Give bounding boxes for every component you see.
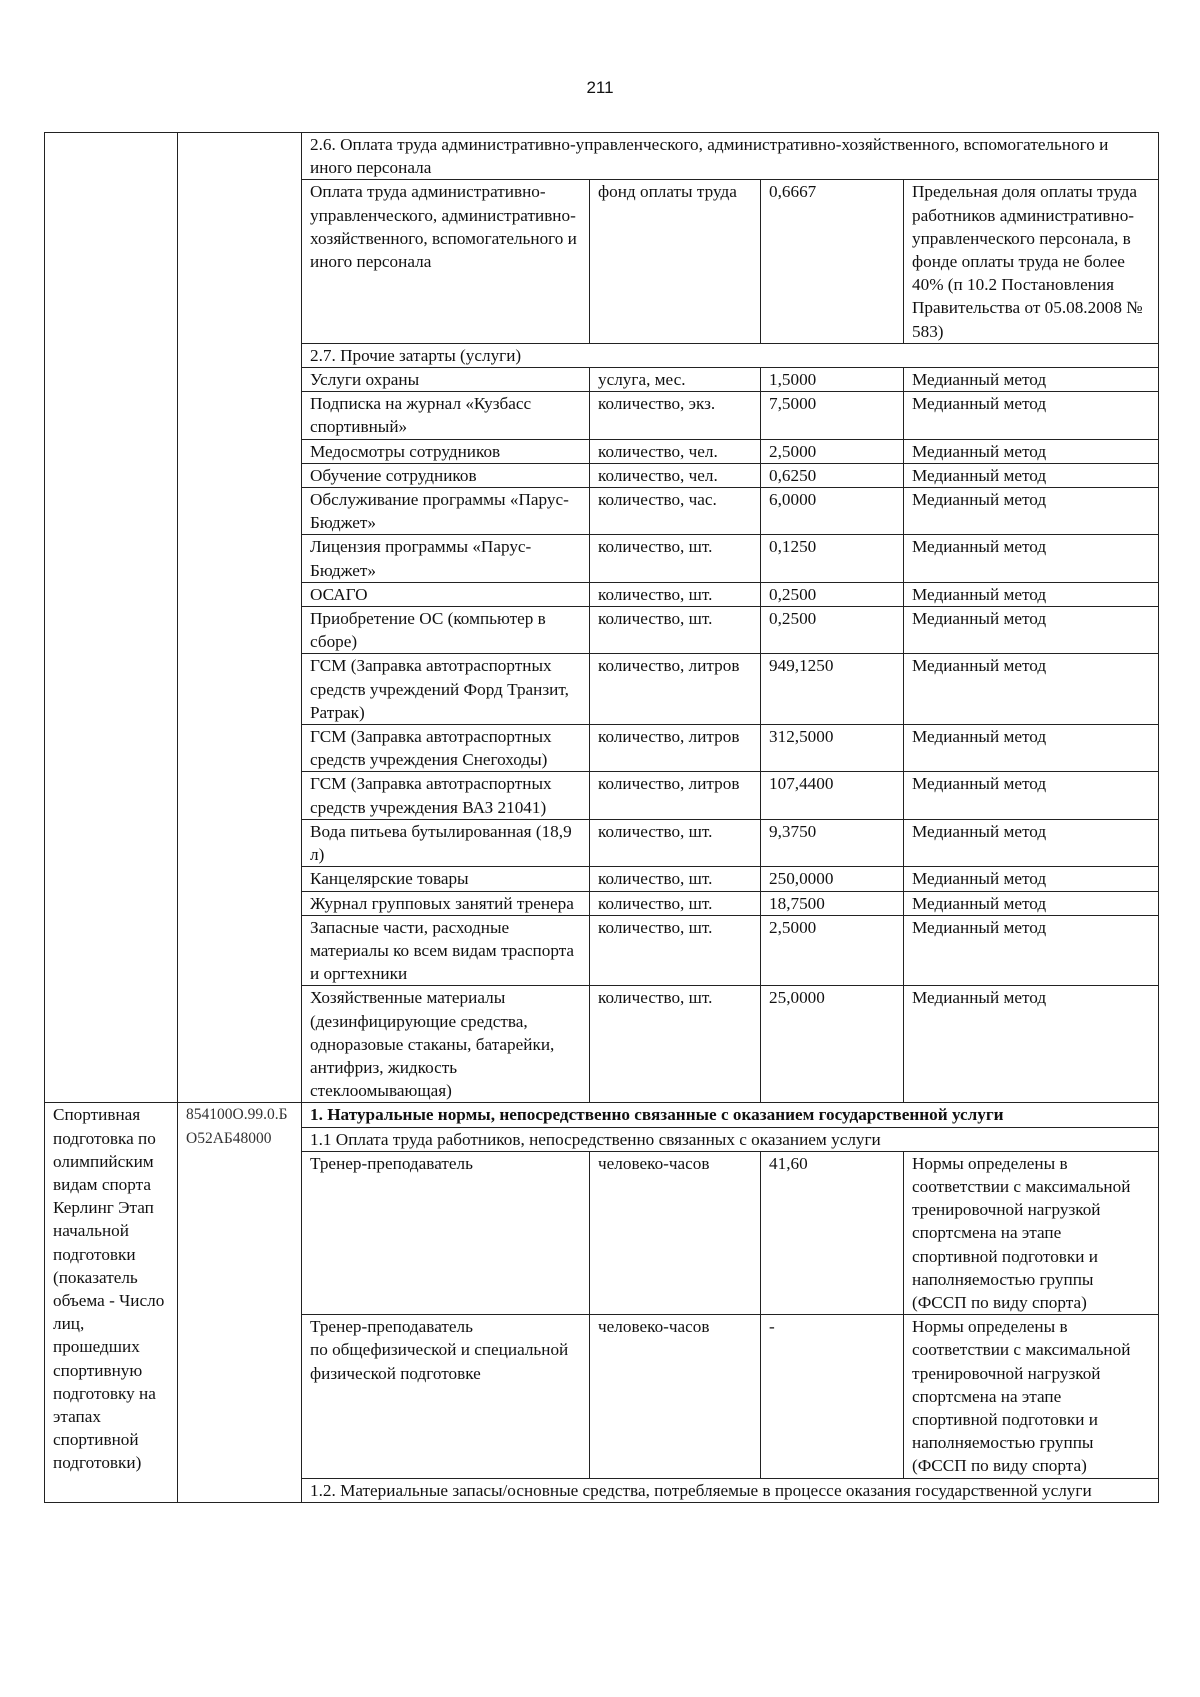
service-code-cell: 854100О.99.0.БО52АБ48000 — [178, 1103, 302, 1502]
row-value: 6,0000 — [761, 488, 904, 535]
row-unit: количество, шт. — [590, 582, 761, 606]
row-note: Нормы определены в соответствии с максимальной тренировочной нагрузкой спортсмена на этапе спортивной подготовки и наполняемостью группы (ФССП по виду спорта) — [904, 1315, 1159, 1478]
row-value: 25,0000 — [761, 986, 904, 1103]
row-value: 312,5000 — [761, 725, 904, 772]
row-note: Медианный метод — [904, 463, 1159, 487]
row-name: ОСАГО — [302, 582, 590, 606]
row-name: Канцелярские товары — [302, 867, 590, 891]
row-note: Медианный метод — [904, 439, 1159, 463]
row-name: Тренер-преподаватель — [302, 1151, 590, 1314]
section-row-1-2-title: 1.2. Материальные запасы/основные средства, потребляемые в процессе оказания государственной услуги — [302, 1478, 1159, 1502]
row-value: 949,1250 — [761, 654, 904, 725]
row-name: Вода питьева бутылированная (18,9 л) — [302, 819, 590, 866]
row-note: Медианный метод — [904, 725, 1159, 772]
row-name: Подписка на журнал «Кузбасс спортивный» — [302, 392, 590, 439]
row-value: 0,2500 — [761, 582, 904, 606]
row-name: Журнал групповых занятий тренера — [302, 891, 590, 915]
row-note: Предельная доля оплаты труда работников административно-управленческого персонала, в фонде оплаты труда не более 40% (п 10.2 Постановления Правительства от 05.08.2008 № 583) — [904, 180, 1159, 343]
row-value: 2,5000 — [761, 915, 904, 986]
row-note: Медианный метод — [904, 867, 1159, 891]
row-unit: количество, час. — [590, 488, 761, 535]
row-name: Обучение сотрудников — [302, 463, 590, 487]
page-number: 211 — [586, 78, 614, 97]
row-unit: количество, шт. — [590, 607, 761, 654]
row-name: Хозяйственные материалы (дезинфицирующие средства, одноразовые стаканы, батарейки, антифриз, жидкость стеклоомывающая) — [302, 986, 590, 1103]
row-name: ГСМ (Заправка автотраспортных средств учреждения Снегоходы) — [302, 725, 590, 772]
row-unit: количество, шт. — [590, 915, 761, 986]
code-cell-empty — [178, 133, 302, 1103]
row-unit: количество, чел. — [590, 463, 761, 487]
service-name-cell: Спортивная подготовка по олимпийским видам спорта Керлинг Этап начальной подготовки (показатель объема - Число лиц, прошедших спортивную подготовку на этапах спортивной подготовки) — [45, 1103, 178, 1502]
row-unit: количество, чел. — [590, 439, 761, 463]
row-value: - — [761, 1315, 904, 1478]
row-note: Медианный метод — [904, 986, 1159, 1103]
row-name: Приобретение ОС (компьютер в сборе) — [302, 607, 590, 654]
row-name: Услуги охраны — [302, 368, 590, 392]
row-value: 7,5000 — [761, 392, 904, 439]
row-name: Медосмотры сотрудников — [302, 439, 590, 463]
row-name: Лицензия программы «Парус-Бюджет» — [302, 535, 590, 582]
row-unit: услуга, мес. — [590, 368, 761, 392]
row-note: Медианный метод — [904, 392, 1159, 439]
row-note: Медианный метод — [904, 891, 1159, 915]
row-value: 0,6667 — [761, 180, 904, 343]
section-title-2-7: 2.7. Прочие затарты (услуги) — [302, 343, 1159, 367]
row-unit: количество, шт. — [590, 535, 761, 582]
row-value: 9,3750 — [761, 819, 904, 866]
row-value: 0,6250 — [761, 463, 904, 487]
row-unit: количество, экз. — [590, 392, 761, 439]
row-name: Запасные части, расходные материалы ко всем видам траспорта и оргтехники — [302, 915, 590, 986]
section-row-2-6 — [45, 133, 1159, 180]
row-value: 107,4400 — [761, 772, 904, 819]
row-note: Медианный метод — [904, 607, 1159, 654]
row-value: 2,5000 — [761, 439, 904, 463]
row-name: ГСМ (Заправка автотраспортных средств учреждения ВАЗ 21041) — [302, 772, 590, 819]
row-unit: количество, литров — [590, 725, 761, 772]
service-name-cell-empty — [45, 133, 178, 1103]
row-name: Обслуживание программы «Парус-Бюджет» — [302, 488, 590, 535]
row-note: Медианный метод — [904, 368, 1159, 392]
section-row-1-1-title: 1.1 Оплата труда работников, непосредственно связанных с оказанием услуги — [302, 1127, 1159, 1151]
section-row-1 — [45, 1103, 1159, 1127]
row-unit: количество, литров — [590, 772, 761, 819]
norms-table — [44, 132, 1159, 1503]
row-unit: количество, литров — [590, 654, 761, 725]
row-note: Медианный метод — [904, 535, 1159, 582]
row-unit: человеко-часов — [590, 1315, 761, 1478]
row-value: 1,5000 — [761, 368, 904, 392]
row-note: Нормы определены в соответствии с максимальной тренировочной нагрузкой спортсмена на этапе спортивной подготовки и наполняемостью группы (ФССП по виду спорта) — [904, 1151, 1159, 1314]
row-note: Медианный метод — [904, 654, 1159, 725]
row-note: Медианный метод — [904, 772, 1159, 819]
row-unit: количество, шт. — [590, 819, 761, 866]
row-value: 0,2500 — [761, 607, 904, 654]
row-unit: фонд оплаты труда — [590, 180, 761, 343]
row-value: 18,7500 — [761, 891, 904, 915]
row-value: 41,60 — [761, 1151, 904, 1314]
row-value: 250,0000 — [761, 867, 904, 891]
row-unit: человеко-часов — [590, 1151, 761, 1314]
row-value: 0,1250 — [761, 535, 904, 582]
row-unit: количество, шт. — [590, 986, 761, 1103]
section-row-1-title: 1. Натуральные нормы, непосредственно связанные с оказанием государственной услуги — [302, 1103, 1159, 1127]
row-name: Оплата труда административно-управленческого, административно-хозяйственного, вспомогательного и иного персонала — [302, 180, 590, 343]
row-name: Тренер-преподаватель по общефизической и специальной физической подготовке — [302, 1315, 590, 1478]
row-unit: количество, шт. — [590, 891, 761, 915]
row-unit: количество, шт. — [590, 867, 761, 891]
section-title-2-6: 2.6. Оплата труда административно-управленческого, административно-хозяйственного, вспомогательного и иного персонала — [302, 133, 1159, 180]
row-note: Медианный метод — [904, 915, 1159, 986]
row-note: Медианный метод — [904, 582, 1159, 606]
row-name: ГСМ (Заправка автотраспортных средств учреждений Форд Транзит, Ратрак) — [302, 654, 590, 725]
row-note: Медианный метод — [904, 819, 1159, 866]
row-note: Медианный метод — [904, 488, 1159, 535]
